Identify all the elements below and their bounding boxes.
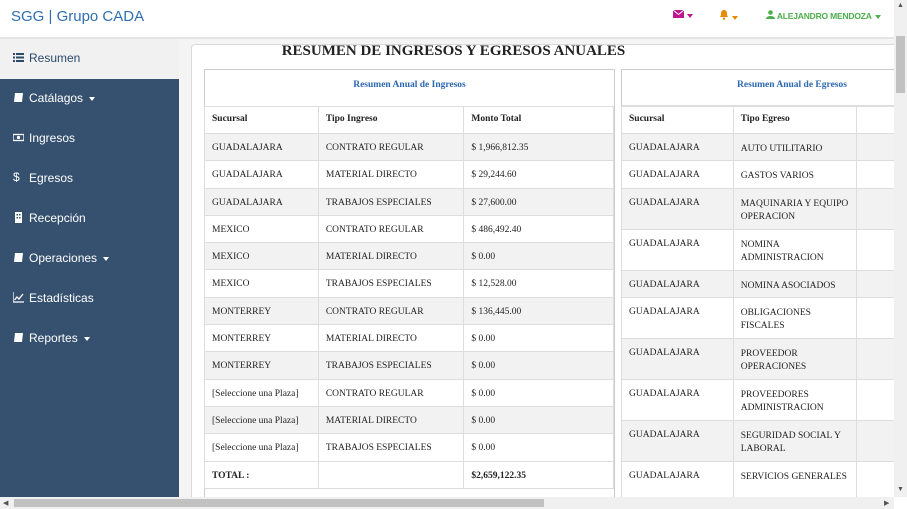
table-cell: $ 0.00 [464, 352, 614, 379]
table-cell: OBLIGACIONES FISCALES [733, 297, 857, 338]
table-cell: MONTERREY [205, 325, 319, 352]
table-row [205, 270, 614, 297]
table-cell [857, 297, 894, 338]
table-cell: NOMINA ADMINISTRACION [733, 229, 857, 270]
scroll-down-arrow-icon[interactable]: ▼ [897, 486, 904, 493]
table-row [205, 406, 614, 433]
table-cell: CONTRATO REGULAR [318, 215, 464, 242]
table-row [205, 379, 614, 406]
total-value: $2,659,122.35 [464, 461, 614, 488]
user-icon [766, 10, 775, 19]
sidebar-item-catalagos[interactable] [0, 79, 179, 119]
user-menu[interactable] [766, 10, 881, 21]
table-cell: MONTERREY [205, 352, 319, 379]
sidebar-item-label: Egresos [29, 171, 74, 185]
table-cell: GUADALAJARA [622, 461, 734, 497]
bell-icon [719, 10, 729, 20]
sidebar [0, 39, 179, 497]
table-row [622, 379, 895, 420]
table-cell: NOMINA ASOCIADOS [733, 270, 857, 297]
page-title: RESUMEN DE INGRESOS Y EGRESOS ANUALES [281, 43, 626, 59]
table-cell: MEXICO [205, 243, 319, 270]
table-cell: MATERIAL DIRECTO [318, 325, 464, 352]
table-row [622, 270, 895, 297]
egresos-table-panel [621, 69, 894, 497]
table-cell: GUADALAJARA [205, 134, 319, 161]
table-cell: CONTRATO REGULAR [318, 134, 464, 161]
table-cell: $ 136,445.00 [464, 297, 614, 324]
sidebar-item-recepcion[interactable] [0, 199, 179, 239]
table-cell: GUADALAJARA [205, 161, 319, 188]
table-cell [857, 134, 894, 161]
table-cell: GUADALAJARA [622, 134, 734, 161]
scroll-right-arrow-icon[interactable]: ▶ [884, 500, 890, 507]
column-header[interactable]: Tipo Egreso [733, 107, 857, 134]
chart-line-icon [13, 292, 24, 303]
horizontal-scrollbar[interactable] [0, 497, 894, 509]
table-total-row [205, 461, 614, 488]
table-row [205, 297, 614, 324]
table-cell: $ 27,600.00 [464, 188, 614, 215]
table-cell: GASTOS VARIOS [733, 161, 857, 188]
column-header-empty [857, 107, 894, 134]
table-row [622, 420, 895, 461]
table-row [622, 338, 895, 379]
building-icon [13, 212, 24, 223]
ingresos-table-title: Resumen Anual de Ingresos [205, 70, 614, 107]
table-cell: MAQUINARIA Y EQUIPO OPERACION [733, 188, 857, 229]
table-cell: MONTERREY [205, 297, 319, 324]
table-row [205, 161, 614, 188]
table-cell: GUADALAJARA [205, 188, 319, 215]
table-cell: CONTRATO REGULAR [318, 297, 464, 324]
table-row [205, 325, 614, 352]
table-row [205, 134, 614, 161]
sidebar-item-reportes[interactable] [0, 319, 179, 359]
table-row [205, 215, 614, 242]
money-icon [13, 132, 24, 143]
scroll-left-arrow-icon[interactable]: ◀ [3, 500, 9, 507]
scroll-up-arrow-icon[interactable]: ▲ [897, 2, 904, 9]
table-cell [857, 338, 894, 379]
table-cell: PROVEEDORES ADMINISTRACION [733, 379, 857, 420]
sidebar-item-ingresos[interactable] [0, 119, 179, 159]
table-row [622, 161, 895, 188]
table-cell: [Seleccione una Plaza] [205, 406, 319, 433]
chevron-down-icon [89, 97, 95, 101]
table-cell: $ 0.00 [464, 243, 614, 270]
table-row [205, 188, 614, 215]
top-navbar [0, 0, 894, 39]
table-cell: $ 12,528.00 [464, 270, 614, 297]
chevron-down-icon [875, 15, 881, 19]
table-cell: $ 0.00 [464, 406, 614, 433]
table-cell: GUADALAJARA [622, 379, 734, 420]
ingresos-table-panel [204, 69, 615, 497]
sidebar-item-label: Estadísticas [29, 291, 94, 305]
egresos-table-title: Resumen Anual de Egresos [622, 70, 894, 106]
table-cell [857, 161, 894, 188]
table-cell: TRABAJOS ESPECIALES [318, 188, 464, 215]
sidebar-item-label: Resumen [29, 51, 81, 65]
total-label: TOTAL : [205, 461, 319, 488]
scrollbar-thumb[interactable] [14, 499, 544, 507]
table-cell [857, 461, 894, 497]
notifications-dropdown[interactable] [719, 10, 738, 22]
user-name: ALEJANDRO MENDOZA [776, 11, 872, 21]
table-row [205, 243, 614, 270]
scrollbar-thumb[interactable] [896, 36, 905, 93]
table-cell: AUTO UTILITARIO [733, 134, 857, 161]
sidebar-item-estadisticas[interactable] [0, 279, 179, 319]
table-cell: MATERIAL DIRECTO [318, 161, 464, 188]
ingresos-table-body [205, 134, 614, 489]
book-icon [13, 252, 24, 263]
table-cell [857, 270, 894, 297]
table-cell: GUADALAJARA [622, 338, 734, 379]
table-row [622, 229, 895, 270]
column-header[interactable]: Monto Total [464, 107, 614, 134]
table-cell: CONTRATO REGULAR [318, 379, 464, 406]
table-cell: $ 486,492.40 [464, 215, 614, 242]
sidebar-item-label: Reportes [29, 331, 90, 345]
book-icon [13, 332, 24, 343]
egresos-table-body [622, 134, 895, 498]
chevron-down-icon [103, 257, 109, 261]
table-cell [857, 420, 894, 461]
table-cell: $ 0.00 [464, 325, 614, 352]
chevron-down-icon [732, 16, 738, 20]
dollar-icon: $ [13, 170, 20, 184]
ingresos-table [204, 106, 614, 489]
table-cell: $ 29,244.60 [464, 161, 614, 188]
table-cell: PROVEEDOR OPERACIONES [733, 338, 857, 379]
table-cell: MATERIAL DIRECTO [318, 243, 464, 270]
table-cell: MEXICO [205, 270, 319, 297]
table-cell: GUADALAJARA [622, 229, 734, 270]
table-cell [857, 188, 894, 229]
messages-dropdown[interactable] [673, 10, 693, 20]
table-cell: TRABAJOS ESPECIALES [318, 270, 464, 297]
table-cell [318, 461, 464, 488]
envelope-icon [673, 10, 684, 18]
table-row [622, 188, 895, 229]
table-cell: [Seleccione una Plaza] [205, 434, 319, 461]
table-row [622, 134, 895, 161]
table-cell: TRABAJOS ESPECIALES [318, 352, 464, 379]
table-cell: GUADALAJARA [622, 270, 734, 297]
table-cell: $ 0.00 [464, 379, 614, 406]
table-cell: MATERIAL DIRECTO [318, 406, 464, 433]
column-header[interactable]: Tipo Ingreso [318, 107, 464, 134]
sidebar-item-label: Operaciones [29, 251, 109, 265]
chevron-down-icon [84, 337, 90, 341]
column-header[interactable]: Sucursal [622, 107, 734, 134]
sidebar-item-label: Ingresos [29, 131, 76, 145]
table-cell: [Seleccione una Plaza] [205, 379, 319, 406]
table-row [205, 352, 614, 379]
table-cell: TRABAJOS ESPECIALES [318, 434, 464, 461]
table-cell: SEGURIDAD SOCIAL Y LABORAL [733, 420, 857, 461]
table-cell: $ 1,966,812.35 [464, 134, 614, 161]
table-cell: MEXICO [205, 215, 319, 242]
chevron-down-icon [687, 14, 693, 18]
table-cell: GUADALAJARA [622, 297, 734, 338]
main-content [179, 39, 894, 497]
table-cell [857, 229, 894, 270]
table-cell: $ 0.00 [464, 434, 614, 461]
table-cell: SERVICIOS GENERALES [733, 461, 857, 497]
egresos-table [621, 106, 894, 497]
table-row [205, 434, 614, 461]
sidebar-item-label: Recepción [29, 211, 86, 225]
table-cell: GUADALAJARA [622, 161, 734, 188]
brand-title[interactable]: SGG | Grupo CADA [11, 8, 145, 25]
table-row [622, 461, 895, 497]
book-icon [13, 92, 24, 103]
table-cell [857, 379, 894, 420]
column-header[interactable]: Sucursal [205, 107, 319, 134]
sidebar-item-label: Catálagos [29, 91, 95, 105]
table-cell: GUADALAJARA [622, 188, 734, 229]
sidebar-item-operaciones[interactable] [0, 239, 179, 279]
table-cell: GUADALAJARA [622, 420, 734, 461]
table-row [622, 297, 895, 338]
sidebar-item-egresos[interactable] [0, 159, 179, 199]
vertical-scrollbar[interactable] [894, 0, 907, 497]
